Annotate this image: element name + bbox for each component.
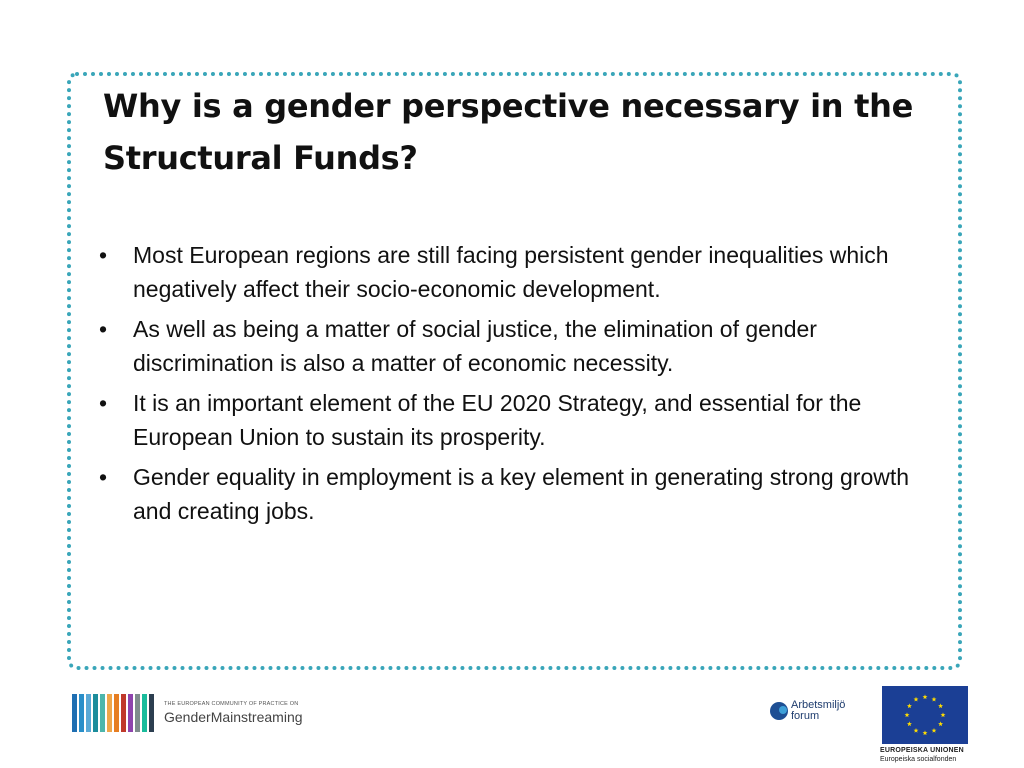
eu-star-icon bbox=[938, 703, 943, 708]
bullet-item bbox=[95, 238, 925, 306]
arbetsmiljo-circle-icon bbox=[770, 702, 788, 720]
arbetsmiljo-text bbox=[791, 700, 845, 722]
arbetsmiljo-forum-logo bbox=[770, 700, 845, 722]
eu-star-icon bbox=[923, 694, 928, 699]
slide-title: Why is a gender perspective necessary in the Structural Funds? bbox=[103, 87, 913, 177]
eu-star-icon bbox=[907, 721, 912, 726]
logo-bar bbox=[72, 694, 77, 732]
eu-star-icon bbox=[923, 730, 928, 735]
bullet-marker: • bbox=[99, 242, 108, 268]
gender-mainstreaming-logo bbox=[72, 694, 303, 732]
eu-star-icon bbox=[932, 728, 937, 733]
eu-star-icon bbox=[914, 697, 919, 702]
bullet-marker: • bbox=[99, 464, 108, 490]
logo-bar bbox=[114, 694, 119, 732]
bullet-item bbox=[95, 386, 925, 454]
logo-bar bbox=[142, 694, 147, 732]
eu-stars-icon bbox=[882, 686, 968, 744]
logo-bar bbox=[86, 694, 91, 732]
gender-mainstreaming-bars-icon bbox=[72, 694, 156, 732]
eu-star-icon bbox=[914, 728, 919, 733]
eu-star-icon bbox=[932, 697, 937, 702]
gender-logo-small-text: THE EUROPEAN COMMUNITY OF PRACTICE ON bbox=[164, 701, 299, 707]
gender-mainstreaming-text bbox=[164, 701, 303, 725]
bullet-text: It is an important element of the EU 2020 Strategy, and essential for the European Union to sustain its prosperity. bbox=[133, 390, 862, 450]
arbetsmiljo-line1: Arbetsmiljö bbox=[791, 699, 846, 711]
eu-star-icon bbox=[941, 712, 946, 717]
bullet-text: Gender equality in employment is a key element in generating strong growth and creating jobs. bbox=[133, 464, 910, 524]
bullet-list bbox=[95, 238, 925, 534]
logo-bar bbox=[121, 694, 126, 732]
eu-caption-line1: EUROPEISKA UNIONEN bbox=[880, 747, 964, 754]
logo-bar bbox=[100, 694, 105, 732]
bullet-text: Most European regions are still facing persistent gender inequalities which negatively affect their socio-economic development. bbox=[133, 242, 889, 302]
logo-bar bbox=[149, 694, 154, 732]
bullet-marker: • bbox=[99, 390, 108, 416]
logo-bar bbox=[128, 694, 133, 732]
eu-caption bbox=[880, 746, 964, 764]
arbetsmiljo-line2: forum bbox=[791, 710, 820, 722]
logo-bar bbox=[93, 694, 98, 732]
eu-star-icon bbox=[907, 703, 912, 708]
bullet-text: As well as being a matter of social justice, the elimination of gender discrimination is also a matter of economic necessity. bbox=[133, 316, 817, 376]
logo-bar bbox=[79, 694, 84, 732]
eu-star-icon bbox=[938, 721, 943, 726]
bullet-item bbox=[95, 460, 925, 528]
bullet-item bbox=[95, 312, 925, 380]
logo-bar bbox=[135, 694, 140, 732]
eu-flag-icon bbox=[882, 686, 968, 744]
bullet-marker: • bbox=[99, 316, 108, 342]
eu-star-icon bbox=[905, 712, 910, 717]
logo-bar bbox=[107, 694, 112, 732]
gender-logo-big-text: GenderMainstreaming bbox=[164, 709, 303, 725]
eu-caption-line2: Europeiska socialfonden bbox=[880, 756, 957, 763]
